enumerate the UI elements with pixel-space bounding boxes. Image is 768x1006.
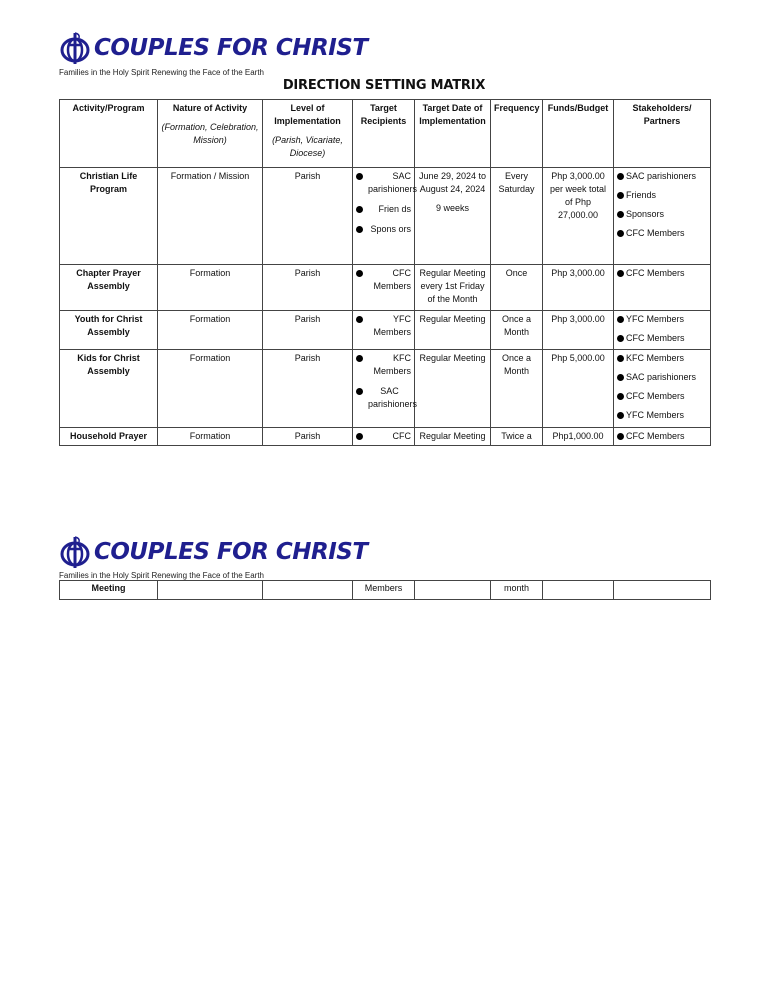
target-item	[356, 170, 418, 196]
cell-activity: Meeting	[60, 581, 158, 600]
cell-frequency: Once a Month	[491, 311, 543, 350]
stakeholder-text: YFC Members	[626, 314, 685, 324]
cell-nature: Formation	[158, 265, 263, 311]
bullet-icon	[617, 270, 624, 277]
target-text: SAC parishioners	[368, 171, 418, 194]
cfc-logo	[59, 31, 368, 65]
date-note: 9 weeks	[435, 203, 470, 213]
cell-funds: Php 3,000.00 per week total of Php 27,000.00	[543, 168, 614, 265]
cfc-logo-page2	[59, 535, 368, 569]
bullet-icon	[617, 374, 624, 381]
stakeholder-item	[617, 313, 707, 326]
stakeholder-text: SAC parishioners	[626, 372, 697, 382]
cell-targets	[353, 428, 415, 446]
logo-tagline: Families in the Holy Spirit Renewing the Face of the Earth	[59, 68, 264, 77]
cell-activity: Christian Life Program	[60, 168, 158, 265]
table-row	[60, 581, 711, 600]
cell-targets	[353, 168, 418, 265]
stakeholder-item	[617, 267, 707, 280]
header-level-sub: (Parish, Vicariate, Diocese)	[272, 135, 343, 158]
cell-date	[415, 168, 491, 265]
bullet-icon	[356, 433, 363, 440]
target-text: CFC	[392, 431, 411, 441]
cell-date	[415, 581, 491, 600]
cell-nature	[158, 581, 263, 600]
bullet-icon	[356, 226, 363, 233]
cfc-emblem-icon	[59, 535, 91, 569]
cell-nature: Formation	[158, 350, 263, 428]
header-target: Target Recipients	[353, 100, 415, 168]
cell-targets	[353, 311, 415, 350]
cell-targets	[353, 350, 418, 428]
cfc-emblem-icon	[59, 31, 91, 65]
stakeholder-item	[617, 390, 707, 403]
stakeholder-text: Sponsors	[626, 209, 665, 219]
bullet-icon	[617, 335, 624, 342]
bullet-icon	[617, 173, 624, 180]
table-row	[60, 350, 711, 428]
cell-frequency: Once a Month	[491, 350, 543, 428]
bullet-icon	[356, 355, 363, 362]
target-text: Frien ds	[378, 204, 411, 214]
target-item	[356, 430, 411, 443]
bullet-icon	[356, 388, 363, 395]
cell-stakeholders	[614, 350, 711, 428]
stakeholder-item	[617, 430, 707, 443]
bullet-icon	[356, 270, 363, 277]
target-text: Spons ors	[370, 224, 411, 234]
header-activity: Activity/Program	[60, 100, 158, 168]
cell-stakeholders	[614, 311, 711, 350]
header-nature-sub: (Formation, Celebration, Mission)	[161, 122, 259, 145]
date-text: June 29, 2024 to August 24, 2024	[418, 171, 487, 194]
stakeholder-text: CFC Members	[626, 268, 685, 278]
cell-activity: Youth for Christ Assembly	[60, 311, 158, 350]
stakeholder-item	[617, 189, 707, 202]
cell-frequency: month	[491, 581, 543, 600]
cell-frequency: Every Saturday	[491, 168, 543, 265]
header-level-label: Level of Implementation	[274, 103, 341, 126]
table-row	[60, 311, 711, 350]
bullet-icon	[617, 412, 624, 419]
cell-date: Regular Meeting	[415, 428, 491, 446]
continuation-table	[59, 580, 711, 600]
cell-funds: Php 3,000.00	[543, 311, 614, 350]
cell-stakeholders	[614, 581, 711, 600]
logo-tagline: Families in the Holy Spirit Renewing the Face of the Earth	[59, 571, 264, 580]
cell-nature: Formation	[158, 311, 263, 350]
stakeholder-item	[617, 352, 707, 365]
cell-level: Parish	[263, 428, 353, 446]
stakeholder-text: KFC Members	[626, 353, 685, 363]
cell-stakeholders	[614, 168, 711, 265]
stakeholder-text: CFC Members	[626, 391, 685, 401]
cell-frequency: Twice a	[491, 428, 543, 446]
document-title: DIRECTION SETTING MATRIX	[282, 78, 486, 93]
stakeholder-text: Friends	[626, 190, 657, 200]
header-level	[263, 100, 353, 168]
stakeholder-item	[617, 170, 707, 183]
cell-funds: Php 3,000.00	[543, 265, 614, 311]
cell-activity: Kids for Christ Assembly	[60, 350, 158, 428]
target-item	[356, 385, 418, 411]
table-header-row	[60, 100, 711, 168]
cell-date: Regular Meeting	[415, 350, 491, 428]
bullet-icon	[356, 316, 363, 323]
cell-funds: Php1,000.00	[543, 428, 614, 446]
bullet-icon	[617, 192, 624, 199]
stakeholder-text: CFC Members	[626, 228, 685, 238]
cell-date: Regular Meeting every 1st Friday of the Month	[415, 265, 491, 311]
table-row	[60, 428, 711, 446]
cell-nature: Formation / Mission	[158, 168, 263, 265]
direction-matrix-table	[59, 99, 711, 446]
cell-targets	[353, 265, 415, 311]
stakeholder-item	[617, 409, 707, 422]
table-row	[60, 168, 711, 265]
bullet-icon	[617, 355, 624, 362]
bullet-icon	[356, 206, 363, 213]
bullet-icon	[617, 433, 624, 440]
cell-stakeholders	[614, 428, 711, 446]
header-funds: Funds/Budget	[543, 100, 614, 168]
target-text: CFC Members	[373, 268, 411, 291]
cell-level	[263, 581, 353, 600]
cell-funds: Php 5,000.00	[543, 350, 614, 428]
bullet-icon	[617, 393, 624, 400]
bullet-icon	[617, 230, 624, 237]
bullet-icon	[356, 173, 363, 180]
target-text: KFC Members	[373, 353, 411, 376]
cell-activity: Household Prayer	[60, 428, 158, 446]
cell-date: Regular Meeting	[415, 311, 491, 350]
table-row	[60, 265, 711, 311]
header-nature	[158, 100, 263, 168]
header-stakeholders: Stakeholders/ Partners	[614, 100, 711, 168]
cell-level: Parish	[263, 350, 353, 428]
stakeholder-text: SAC parishioners	[626, 171, 697, 181]
cell-activity: Chapter Prayer Assembly	[60, 265, 158, 311]
target-item	[356, 223, 411, 236]
target-item	[356, 352, 411, 378]
stakeholder-item	[617, 208, 707, 221]
header-nature-label: Nature of Activity	[172, 103, 248, 113]
stakeholder-text: CFC Members	[626, 431, 685, 441]
header-date: Target Date of Implementation	[415, 100, 491, 168]
stakeholder-item	[617, 227, 707, 240]
header-frequency: Frequency	[491, 100, 543, 168]
cell-targets: Members	[353, 581, 415, 600]
cell-frequency: Once	[491, 265, 543, 311]
cell-level: Parish	[263, 265, 353, 311]
cell-nature: Formation	[158, 428, 263, 446]
target-text: YFC Members	[373, 314, 411, 337]
cell-funds	[543, 581, 614, 600]
cell-level: Parish	[263, 311, 353, 350]
stakeholder-item	[617, 332, 707, 345]
bullet-icon	[617, 211, 624, 218]
stakeholder-text: YFC Members	[626, 410, 685, 420]
logo-text: COUPLES FOR CHRIST	[94, 34, 368, 61]
cell-level: Parish	[263, 168, 353, 265]
stakeholder-text: CFC Members	[626, 333, 685, 343]
target-item	[356, 313, 411, 339]
target-item	[356, 203, 411, 216]
cell-stakeholders	[614, 265, 711, 311]
logo-text: COUPLES FOR CHRIST	[94, 538, 368, 565]
bullet-icon	[617, 316, 624, 323]
target-text: SAC parishioners	[368, 386, 418, 409]
stakeholder-item	[617, 371, 707, 384]
target-item	[356, 267, 411, 293]
